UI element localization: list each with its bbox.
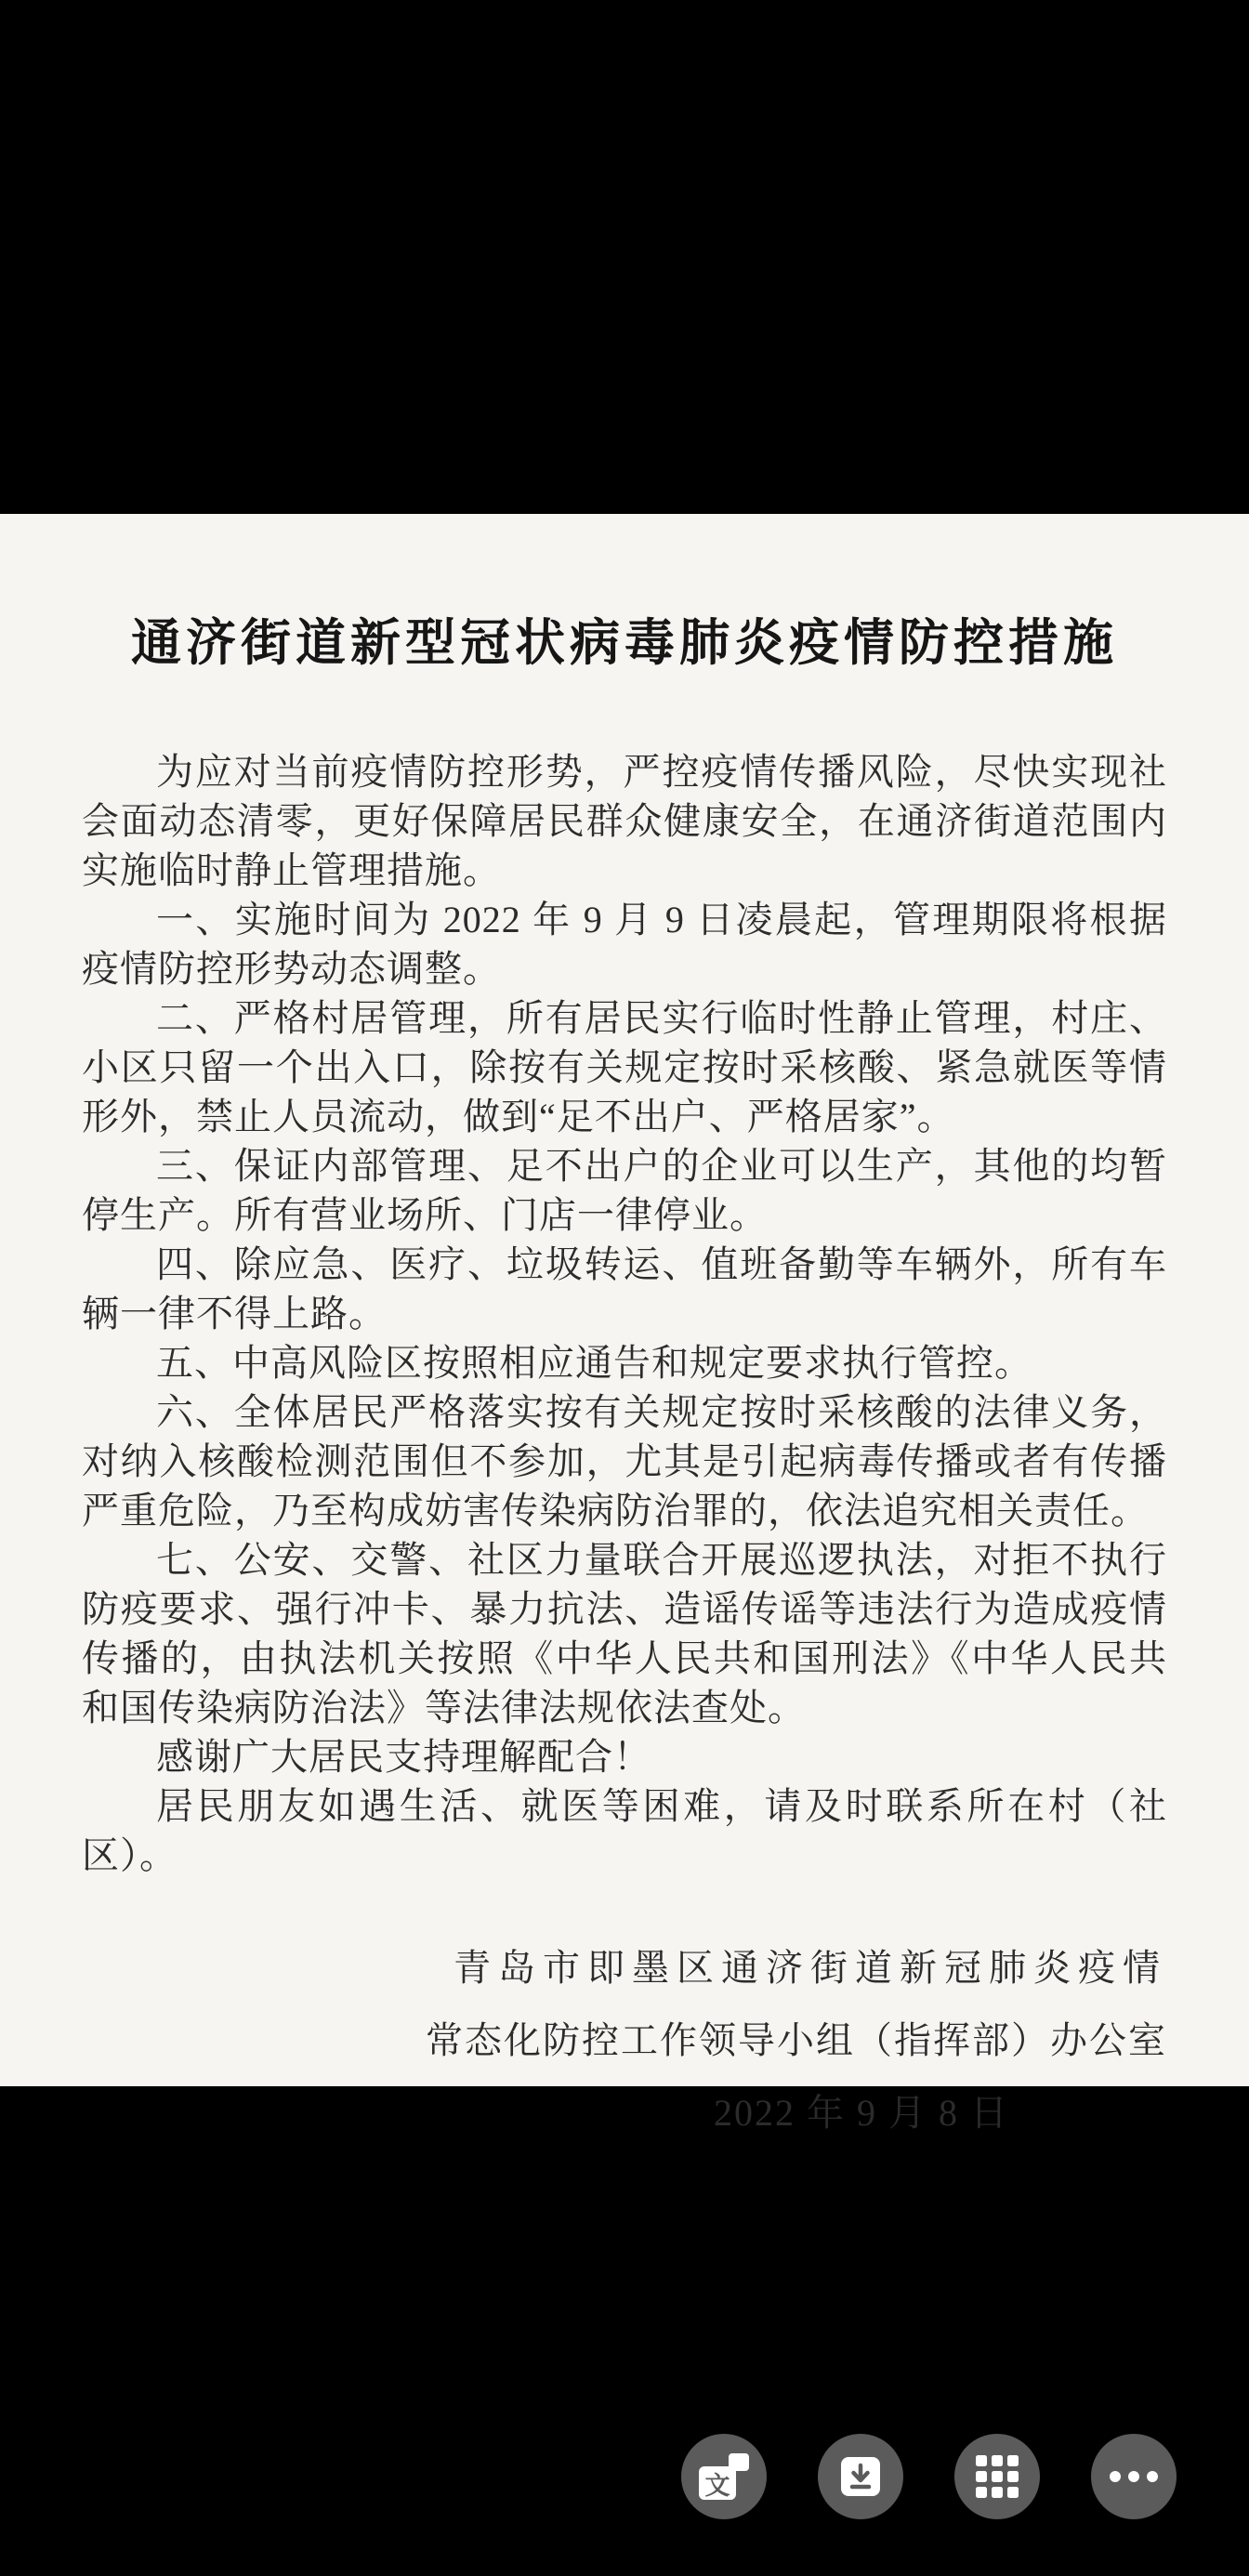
paragraph: 为应对当前疫情防控形势，严控疫情传播风险，尽快实现社会面动态清零，更好保障居民群众健康安全，在通济街道范围内实施临时静止管理措施。 — [82, 751, 1167, 891]
paragraph: 二、严格村居管理，所有居民实行临时性静止管理，村庄、小区只留一个出入口，除按有关规定按时采核酸、紧急就医等情形外，禁止人员流动，做到“足不出户、严格居家”。 — [82, 997, 1167, 1137]
paragraph: 七、公安、交警、社区力量联合开展巡逻执法，对拒不执行防疫要求、强行冲卡、暴力抗法、造谣传谣等违法行为造成疫情传播的，由执法机关按照《中华人民共和国刑法》《中华人民共和国传染病防治法》等法律法规依法查处。 — [82, 1539, 1167, 1728]
bottom-toolbar — [681, 2434, 1177, 2519]
document-page — [0, 514, 1249, 2149]
signature-org-line-1: 青岛市即墨区通济街道新冠肺炎疫情 — [454, 1947, 1167, 1989]
grid-icon — [976, 2455, 1019, 2498]
paragraph: 居民朋友如遇生活、就医等困难，请及时联系所在村（社区）。 — [82, 1785, 1167, 1876]
download-button[interactable] — [818, 2434, 903, 2519]
paragraph: 五、中高风险区按照相应通告和规定要求执行管控。 — [156, 1342, 1032, 1384]
download-icon — [839, 2455, 882, 2498]
translate-icon: 文 — [699, 2453, 749, 2500]
paragraph: 一、实施时间为 2022 年 9 月 9 日凌晨起，管理期限将根据疫情防控形势动态调整。 — [82, 899, 1167, 990]
paragraph: 三、保证内部管理、足不出户的企业可以生产，其他的均暂停生产。所有营业场所、门店一律停业。 — [82, 1145, 1167, 1236]
signature-date: 2022 年 9 月 8 日 — [714, 2092, 1009, 2134]
grid-button[interactable] — [954, 2434, 1040, 2519]
document-body — [82, 747, 1167, 1880]
more-options-icon — [1110, 2471, 1158, 2482]
signature-org-line-2: 常态化防控工作领导小组（指挥部）办公室 — [426, 2019, 1167, 2061]
signature-block — [82, 1932, 1167, 2149]
paragraph: 感谢广大居民支持理解配合！ — [156, 1736, 651, 1778]
paragraph: 四、除应急、医疗、垃圾转运、值班备勤等车辆外，所有车辆一律不得上路。 — [82, 1243, 1167, 1334]
document-image[interactable] — [0, 514, 1249, 2134]
document-title: 通济街道新型冠状病毒肺炎疫情防控措施 — [131, 615, 1118, 671]
paragraph: 六、全体居民严格落实按有关规定按时采核酸的法律义务，对纳入核酸检测范围但不参加，尤其是引起病毒传播或者有传播严重危险，乃至构成妨害传染病防治罪的，依法追究相关责任。 — [82, 1391, 1167, 1531]
translate-button[interactable] — [681, 2434, 767, 2519]
more-button[interactable] — [1091, 2434, 1177, 2519]
